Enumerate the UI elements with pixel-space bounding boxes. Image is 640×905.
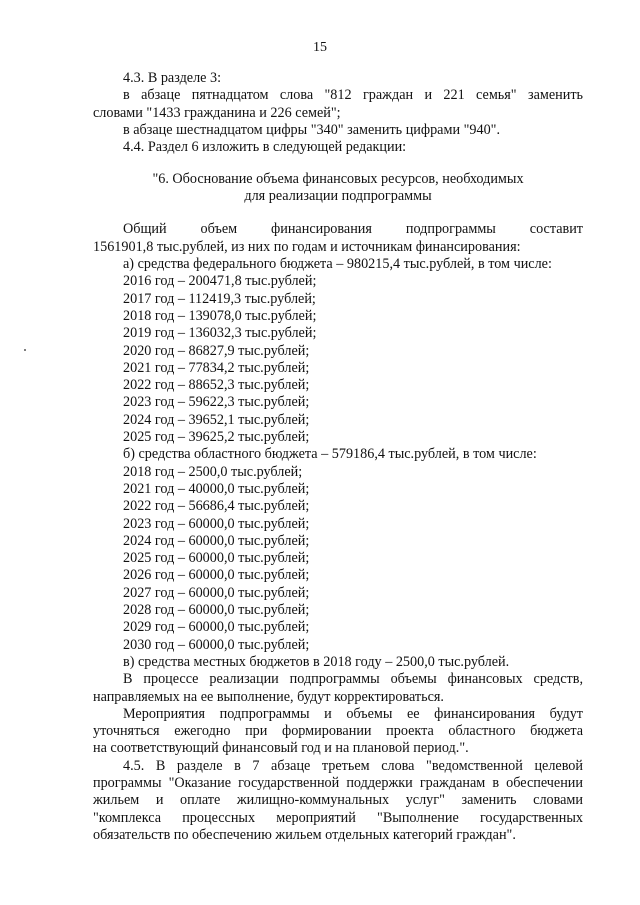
list-item: 2022 год – 56686,4 тыс.рублей; <box>123 498 310 515</box>
list-item: 2028 год – 60000,0 тыс.рублей; <box>123 602 310 619</box>
list-item: 2021 год – 77834,2 тыс.рублей; <box>123 359 310 376</box>
list-item: 2025 год – 39625,2 тыс.рублей; <box>123 429 310 446</box>
section-6-heading <box>93 171 583 205</box>
list-item: 2021 год – 40000,0 тыс.рублей; <box>123 480 310 497</box>
list-item: 2024 год – 39652,1 тыс.рублей; <box>123 411 310 428</box>
list-item: 2029 год – 60000,0 тыс.рублей; <box>123 619 310 636</box>
section-4-3-line2: в абзаце шестнадцатом цифры "340" заменить цифрами "940". <box>123 121 501 138</box>
section-4-4-intro: 4.4. Раздел 6 изложить в следующей редакции: <box>123 139 407 156</box>
list-item: 2019 год – 136032,3 тыс.рублей; <box>123 325 317 342</box>
section-4-3-line1-start: в абзаце пятнадцатом слова "812 граждан и 221 семья" заменить <box>123 87 583 104</box>
list-item: 2018 год – 2500,0 тыс.рублей; <box>123 463 303 480</box>
section-4-3-intro: 4.3. В разделе 3: <box>123 70 222 86</box>
section-4-5-line2: программы "Оказание государственной поддержки гражданам в обеспечении <box>93 774 583 791</box>
adjustment-para-line2: направляемых на ее выполнение, будут корректироваться. <box>93 688 444 705</box>
document-body <box>93 70 583 844</box>
list-item: 2023 год – 59622,3 тыс.рублей; <box>123 394 310 411</box>
list-item: 2017 год – 112419,3 тыс.рублей; <box>123 290 316 307</box>
measures-para-line1: Мероприятия подпрограммы и объемы ее финансирования будут <box>123 705 583 722</box>
list-item: 2025 год – 60000,0 тыс.рублей; <box>123 550 310 567</box>
list-item: 2026 год – 60000,0 тыс.рублей; <box>123 567 310 584</box>
total-funding-end: 1561901,8 тыс.рублей, из них по годам и источникам финансирования: <box>93 238 521 255</box>
list-item: 2018 год – 139078,0 тыс.рублей; <box>123 307 317 324</box>
regional-budget-title: б) средства областного бюджета – 579186,4 тыс.рублей, в том числе: <box>123 446 537 463</box>
margin-dot <box>24 349 26 351</box>
section-4-5-line1: 4.5. В разделе в 7 абзаце третьем слова "ведомственной целевой <box>123 757 583 774</box>
list-item: 2020 год – 86827,9 тыс.рублей; <box>123 342 310 359</box>
adjustment-para-line1: В процессе реализации подпрограммы объемы финансовых средств, <box>123 671 583 688</box>
section-6-heading-line1: "6. Обоснование объема финансовых ресурсов, необходимых <box>152 171 524 188</box>
list-item: 2016 год – 200471,8 тыс.рублей; <box>123 273 317 290</box>
local-budget-line: в) средства местных бюджетов в 2018 году – 2500,0 тыс.рублей. <box>123 653 510 670</box>
list-item: 2024 год – 60000,0 тыс.рублей; <box>123 532 310 549</box>
measures-para-line2: уточняться ежегодно при формировании проекта областного бюджета <box>93 723 583 740</box>
list-item: 2030 год – 60000,0 тыс.рублей; <box>123 636 310 653</box>
federal-budget-title: а) средства федерального бюджета – 980215,4 тыс.рублей, в том числе: <box>123 256 552 273</box>
total-funding-start: Общий объем финансирования подпрограммы составит <box>123 221 583 238</box>
section-6-heading-line2: для реализации подпрограммы <box>244 188 432 205</box>
list-item: 2023 год – 60000,0 тыс.рублей; <box>123 515 310 532</box>
section-4-5-line4: "комплекса процессных мероприятий "Выполнение государственных <box>93 809 583 826</box>
section-4-5-line3: жильем и оплате жилищно-коммунальных услуг" заменить словами <box>93 792 583 809</box>
section-4-5-line5: обязательств по обеспечению жильем отдельных категорий граждан". <box>93 826 516 843</box>
section-4-3-line1-end: словами "1433 гражданина и 226 семей"; <box>93 104 341 121</box>
federal-budget-years <box>93 273 583 446</box>
regional-budget-years <box>93 464 583 654</box>
page-number: 15 <box>313 40 327 55</box>
list-item: 2027 год – 60000,0 тыс.рублей; <box>123 584 310 601</box>
measures-para-line3: на соответствующий финансовый год и на плановой период.". <box>93 740 469 757</box>
list-item: 2022 год – 88652,3 тыс.рублей; <box>123 377 310 394</box>
